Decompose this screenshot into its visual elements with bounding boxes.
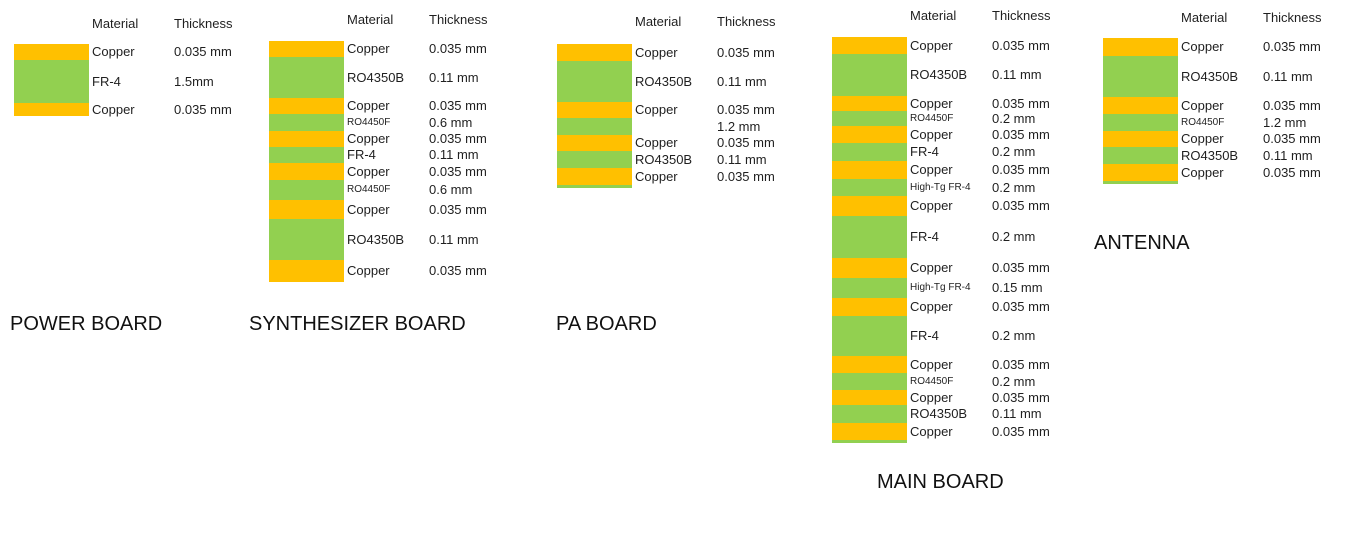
layer-row (832, 423, 1050, 440)
material-label: RO4350B (635, 151, 693, 167)
thickness-column-header: Thickness (717, 14, 776, 29)
material-label: RO4350B (347, 231, 405, 247)
copper-layer-band (557, 135, 632, 151)
dielectric-layer-band (832, 405, 907, 423)
material-label: RO4450F (347, 116, 391, 128)
material-label: Copper (347, 131, 390, 146)
material-column-header: Material (635, 14, 682, 29)
dielectric-layer-band (832, 316, 907, 356)
dielectric-layer-band (269, 114, 344, 131)
layer-row (1103, 131, 1321, 147)
dielectric-layer-band (269, 147, 344, 163)
thickness-label: 0.2 mm (992, 328, 1036, 343)
copper-layer-band (832, 423, 907, 440)
dielectric-layer-band (832, 143, 907, 161)
thickness-label: 0.035 mm (717, 44, 775, 60)
layer-row (14, 103, 232, 116)
layer-row (557, 135, 775, 151)
copper-layer-band (14, 103, 89, 116)
dielectric-layer-band (832, 179, 907, 196)
thickness-label: 0.035 mm (429, 131, 487, 146)
thickness-label: 0.11 mm (429, 69, 479, 85)
board-title-power: POWER BOARD (10, 313, 163, 335)
layer-row (269, 114, 487, 131)
dielectric-layer-band (557, 151, 632, 168)
layer-row (269, 41, 487, 57)
thickness-label: 0.11 mm (992, 67, 1042, 82)
copper-layer-band (832, 196, 907, 216)
layer-row (269, 57, 487, 98)
thickness-label: 0.11 mm (429, 231, 479, 247)
layer-row (14, 60, 232, 103)
copper-layer-band (832, 161, 907, 179)
material-label: Copper (1181, 97, 1224, 113)
thickness-label: 0.11 mm (717, 151, 767, 167)
material-label: Copper (347, 263, 390, 278)
thickness-label: 0.035 mm (429, 98, 487, 113)
material-label: Copper (910, 260, 953, 275)
layer-row (832, 143, 1050, 161)
thickness-label: 0.035 mm (174, 44, 232, 59)
layer-row (832, 126, 1050, 143)
layer-row (832, 390, 1050, 405)
copper-layer-band (269, 260, 344, 282)
layer-row (1103, 97, 1321, 114)
thickness-label: 0.035 mm (1263, 39, 1321, 54)
material-label: Copper (635, 135, 678, 150)
material-label: RO4350B (635, 73, 693, 89)
thickness-label: 0.035 mm (429, 201, 487, 217)
dielectric-layer-band (1103, 181, 1178, 184)
thickness-label: 0.035 mm (717, 135, 775, 150)
layer-stack (1103, 38, 1321, 184)
layer-row (557, 151, 775, 168)
board-title-synthesizer: SYNTHESIZER BOARD (249, 313, 466, 335)
dielectric-layer-band (832, 54, 907, 96)
dielectric-layer-band (832, 373, 907, 390)
material-label: Copper (635, 44, 678, 60)
layer-row (832, 54, 1050, 96)
thickness-label: 0.035 mm (717, 168, 775, 184)
material-label: Copper (1181, 164, 1224, 180)
copper-layer-band (269, 98, 344, 114)
material-label: FR-4 (910, 144, 939, 159)
material-label: Copper (92, 101, 135, 117)
dielectric-layer-band (832, 216, 907, 258)
copper-layer-band (1103, 97, 1178, 114)
thickness-label: 0.035 mm (1263, 131, 1321, 146)
material-column-header: Material (1181, 10, 1228, 25)
thickness-label: 0.035 mm (1263, 164, 1321, 180)
dielectric-layer-band (1103, 114, 1178, 131)
thickness-label: 0.035 mm (174, 101, 232, 117)
copper-layer-band (269, 41, 344, 57)
dielectric-layer-band (14, 60, 89, 103)
layer-row (832, 440, 1050, 443)
layer-row (557, 168, 775, 185)
thickness-label: 0.6 mm (429, 182, 473, 197)
layer-row (557, 102, 775, 118)
material-label: Copper (635, 102, 678, 117)
thickness-label: 0.035 mm (992, 95, 1050, 111)
layer-row (269, 163, 487, 180)
dielectric-layer-band (1103, 147, 1178, 164)
layer-row (557, 185, 775, 188)
dielectric-layer-band (832, 440, 907, 443)
layer-row (832, 278, 1050, 298)
thickness-label: 0.11 mm (1263, 147, 1313, 163)
thickness-label: 0.2 mm (992, 229, 1036, 244)
material-label: Copper (910, 126, 953, 142)
layer-row (832, 258, 1050, 278)
material-label: RO4350B (1181, 147, 1239, 163)
layer-row (14, 44, 232, 60)
thickness-label: 0.035 mm (717, 102, 775, 117)
copper-layer-band (269, 163, 344, 180)
dielectric-layer-band (832, 111, 907, 126)
layer-stack (269, 41, 487, 282)
layer-row (832, 373, 1050, 390)
thickness-label: 0.035 mm (992, 126, 1050, 142)
layer-row (832, 316, 1050, 356)
copper-layer-band (557, 168, 632, 185)
layer-row (269, 147, 487, 163)
copper-layer-band (832, 96, 907, 111)
material-label: RO4350B (347, 69, 405, 85)
material-label: Copper (92, 44, 135, 59)
dielectric-layer-band (832, 278, 907, 298)
material-label: High-Tg FR-4 (910, 282, 971, 293)
copper-layer-band (832, 37, 907, 54)
material-label: RO4350B (1181, 68, 1239, 84)
layer-row (832, 405, 1050, 423)
layer-row (832, 111, 1050, 126)
thickness-label: 0.11 mm (717, 73, 767, 89)
layer-row (832, 356, 1050, 373)
material-label: Copper (910, 389, 953, 405)
dielectric-layer-band (269, 180, 344, 200)
layer-row (1103, 56, 1321, 97)
copper-layer-band (1103, 164, 1178, 181)
thickness-label: 0.035 mm (992, 162, 1050, 177)
layer-row (557, 44, 775, 61)
material-label: Copper (1181, 131, 1224, 146)
material-label: Copper (910, 423, 953, 439)
material-label: RO4450F (910, 112, 954, 124)
copper-layer-band (557, 102, 632, 118)
thickness-label: 1.2 mm (717, 118, 761, 134)
copper-layer-band (832, 356, 907, 373)
material-label: FR-4 (910, 229, 939, 244)
thickness-label: 0.035 mm (992, 37, 1050, 53)
material-label: RO4350B (910, 406, 968, 421)
layer-row (269, 180, 487, 200)
material-label: Copper (347, 98, 390, 113)
layer-row (1103, 114, 1321, 131)
copper-layer-band (1103, 38, 1178, 56)
layer-row (269, 98, 487, 114)
material-label: RO4450F (347, 184, 391, 195)
layer-row (1103, 38, 1321, 56)
layer-stack (14, 44, 232, 116)
layer-row (832, 179, 1050, 196)
copper-layer-band (557, 44, 632, 61)
layer-row (832, 37, 1050, 54)
layer-stack (557, 44, 775, 188)
layer-row (557, 118, 775, 135)
thickness-label: 0.035 mm (992, 356, 1050, 372)
thickness-label: 0.035 mm (992, 260, 1050, 275)
material-label: FR-4 (910, 328, 939, 343)
material-label: Copper (1181, 39, 1224, 54)
material-label: RO4350B (910, 67, 968, 82)
dielectric-layer-band (269, 57, 344, 98)
copper-layer-band (832, 258, 907, 278)
material-label: Copper (910, 95, 953, 111)
dielectric-layer-band (1103, 56, 1178, 97)
copper-layer-band (832, 390, 907, 405)
dielectric-layer-band (557, 61, 632, 102)
thickness-label: 0.2 mm (992, 144, 1036, 159)
thickness-column-header: Thickness (174, 16, 233, 31)
material-label: Copper (910, 299, 953, 314)
thickness-label: 0.035 mm (1263, 97, 1321, 113)
material-label: Copper (347, 163, 390, 179)
thickness-label: 0.15 mm (992, 280, 1043, 295)
thickness-label: 0.6 mm (429, 114, 473, 130)
material-label: RO4450F (1181, 116, 1225, 128)
thickness-label: 0.2 mm (992, 110, 1036, 126)
board-title-main: MAIN BOARD (877, 471, 1004, 493)
thickness-label: 0.035 mm (429, 163, 487, 179)
thickness-label: 1.5mm (174, 73, 214, 89)
thickness-label: 0.035 mm (429, 263, 487, 278)
thickness-label: 1.2 mm (1263, 114, 1307, 130)
thickness-label: 0.11 mm (1263, 68, 1313, 84)
thickness-label: 0.035 mm (429, 41, 487, 56)
material-label: FR-4 (347, 147, 376, 162)
board-title-antenna: ANTENNA (1094, 232, 1190, 254)
board-title-pa: PA BOARD (556, 313, 657, 335)
material-label: FR-4 (92, 73, 121, 89)
material-label: Copper (910, 37, 953, 53)
material-label: Copper (910, 162, 953, 177)
material-label: RO4450F (910, 375, 954, 387)
layer-row (269, 200, 487, 219)
layer-row (269, 219, 487, 260)
layer-row (557, 61, 775, 102)
thickness-label: 0.11 mm (992, 406, 1042, 421)
thickness-label: 0.2 mm (992, 179, 1036, 195)
layer-row (1103, 164, 1321, 181)
thickness-label: 0.035 mm (992, 299, 1050, 314)
copper-layer-band (269, 131, 344, 147)
material-column-header: Material (92, 16, 139, 31)
thickness-label: 0.2 mm (992, 373, 1036, 389)
layer-row (832, 161, 1050, 179)
material-label: High-Tg FR-4 (910, 181, 971, 193)
layer-row (832, 196, 1050, 216)
material-label: Copper (635, 168, 678, 184)
copper-layer-band (1103, 131, 1178, 147)
layer-stack (832, 37, 1050, 443)
thickness-label: 0.11 mm (429, 147, 479, 162)
thickness-label: 0.035 mm (992, 423, 1050, 439)
thickness-label: 0.035 mm (992, 198, 1050, 213)
dielectric-layer-band (557, 118, 632, 135)
layer-row (269, 260, 487, 282)
copper-layer-band (14, 44, 89, 60)
copper-layer-band (269, 200, 344, 219)
copper-layer-band (832, 126, 907, 143)
material-label: Copper (910, 198, 953, 213)
material-label: Copper (347, 201, 390, 217)
thickness-column-header: Thickness (1263, 10, 1322, 25)
copper-layer-band (832, 298, 907, 316)
material-label: Copper (347, 41, 390, 56)
material-column-header: Material (347, 12, 394, 27)
layer-row (1103, 147, 1321, 164)
thickness-column-header: Thickness (429, 12, 488, 27)
material-column-header: Material (910, 8, 957, 23)
layer-row (269, 131, 487, 147)
thickness-label: 0.035 mm (992, 389, 1050, 405)
layer-row (832, 298, 1050, 316)
layer-row (832, 96, 1050, 111)
thickness-column-header: Thickness (992, 8, 1051, 23)
dielectric-layer-band (269, 219, 344, 260)
dielectric-layer-band (557, 185, 632, 188)
layer-row (832, 216, 1050, 258)
layer-row (1103, 181, 1321, 184)
material-label: Copper (910, 356, 953, 372)
